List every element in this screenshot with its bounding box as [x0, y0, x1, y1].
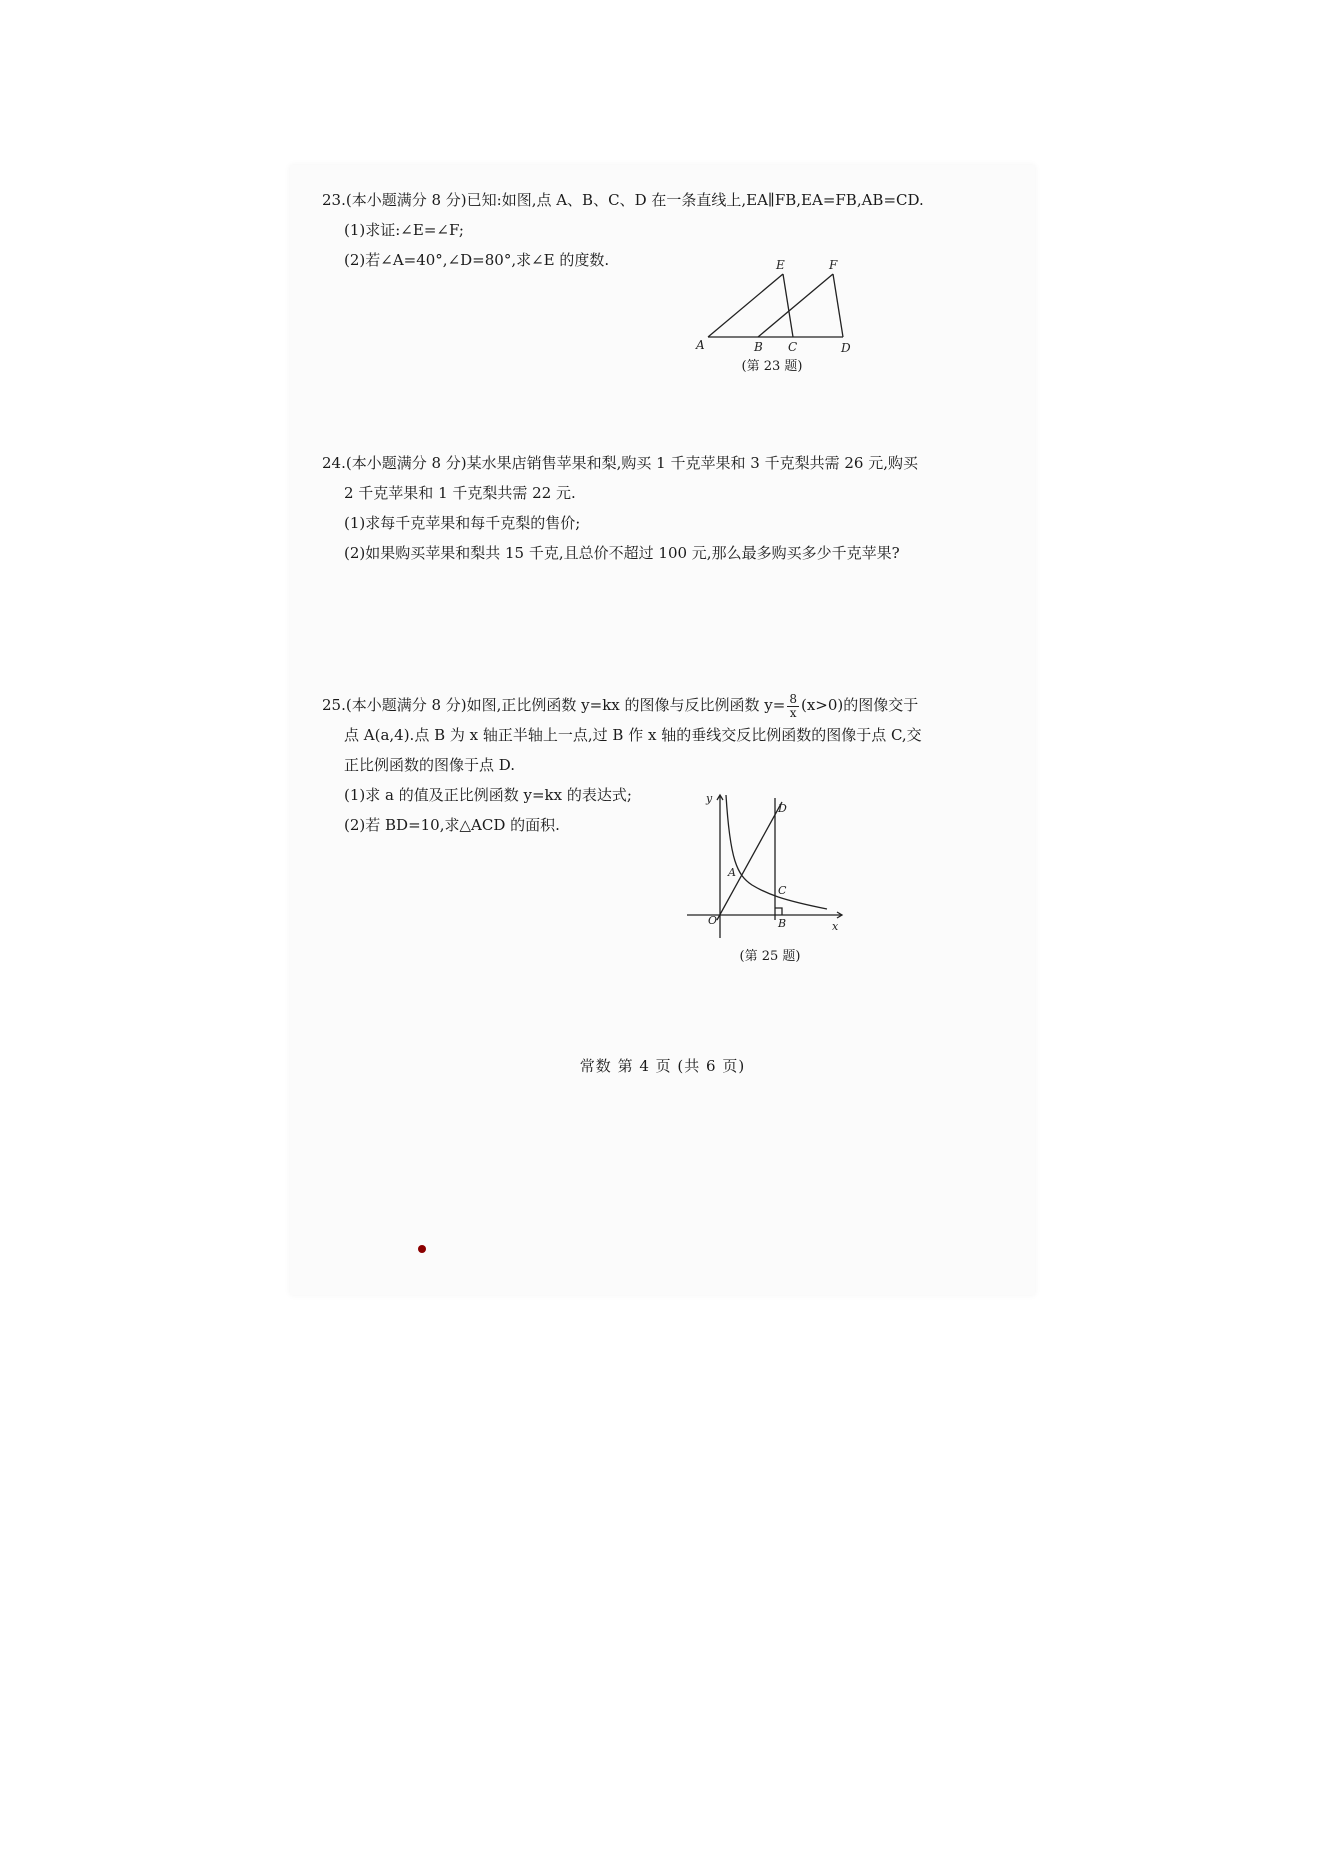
q25-figure [682, 790, 857, 940]
question-23 [322, 185, 1012, 275]
question-25 [322, 690, 1012, 840]
fraction-denominator: x [789, 705, 797, 720]
label-x: x [832, 920, 839, 933]
q23-caption: (第 23 题) [741, 359, 803, 374]
q23-stem: 23.(本小题满分 8 分)已知:如图,点 A、B、C、D 在一条直线上,EA∥FB,EA=FB,AB=CD. [322, 191, 924, 209]
q23-part2: (2)若∠A=40°,∠D=80°,求∠E 的度数. [344, 251, 610, 269]
label-c: C [788, 340, 798, 354]
q24-stem: 24.(本小题满分 8 分)某水果店销售苹果和梨,购买 1 千克苹果和 3 千克梨共需 26 元,购买 [322, 454, 918, 472]
direct-line [717, 802, 782, 920]
page-footer: 常数 第 4 页 (共 6 页) [579, 1057, 746, 1075]
q24-stem-cont: 2 千克苹果和 1 千克梨共需 22 元. [344, 484, 576, 502]
q25-part1: (1)求 a 的值及正比例函数 y=kx 的表达式; [344, 786, 632, 804]
segment-ec [783, 274, 793, 337]
question-24 [322, 448, 1012, 568]
q24-part1: (1)求每千克苹果和每千克梨的售价; [344, 514, 581, 532]
label-f: F [829, 258, 838, 272]
segment-fb [758, 274, 833, 337]
label-o: O [708, 914, 718, 927]
label-c: C [778, 884, 787, 897]
ink-dot [418, 1245, 426, 1253]
fraction-8-over-x [787, 693, 799, 720]
q25-stem [322, 690, 1012, 720]
label-y: y [706, 792, 713, 805]
q25-stem-pre: 25.(本小题满分 8 分)如图,正比例函数 y=kx 的图像与反比例函数 y= [322, 696, 786, 714]
q25-caption: (第 25 题) [739, 949, 801, 964]
segment-fd [833, 274, 843, 337]
label-d: D [778, 802, 787, 815]
label-a: A [696, 338, 705, 352]
q25-stem-line3: 正比例函数的图像于点 D. [344, 756, 516, 774]
label-b: B [754, 340, 763, 354]
q24-part2: (2)如果购买苹果和梨共 15 千克,且总价不超过 100 元,那么最多购买多少千克苹果? [344, 544, 900, 562]
segment-ea [708, 274, 783, 337]
label-a: A [728, 866, 736, 879]
label-b: B [778, 917, 787, 930]
q23-part1: (1)求证:∠E=∠F; [344, 221, 464, 239]
q25-stem-line2: 点 A(a,4).点 B 为 x 轴正半轴上一点,过 B 作 x 轴的垂线交反比例函数的图像于点 C,交 [344, 726, 922, 744]
q25-stem-post: (x>0)的图像交于 [801, 696, 919, 714]
q23-figure [688, 257, 858, 357]
right-angle-mark [775, 908, 782, 915]
q25-part2: (2)若 BD=10,求△ACD 的面积. [344, 816, 560, 834]
exam-page [290, 165, 1035, 1295]
label-e: E [776, 258, 785, 272]
fraction-numerator: 8 [789, 691, 797, 706]
label-d: D [841, 341, 851, 355]
